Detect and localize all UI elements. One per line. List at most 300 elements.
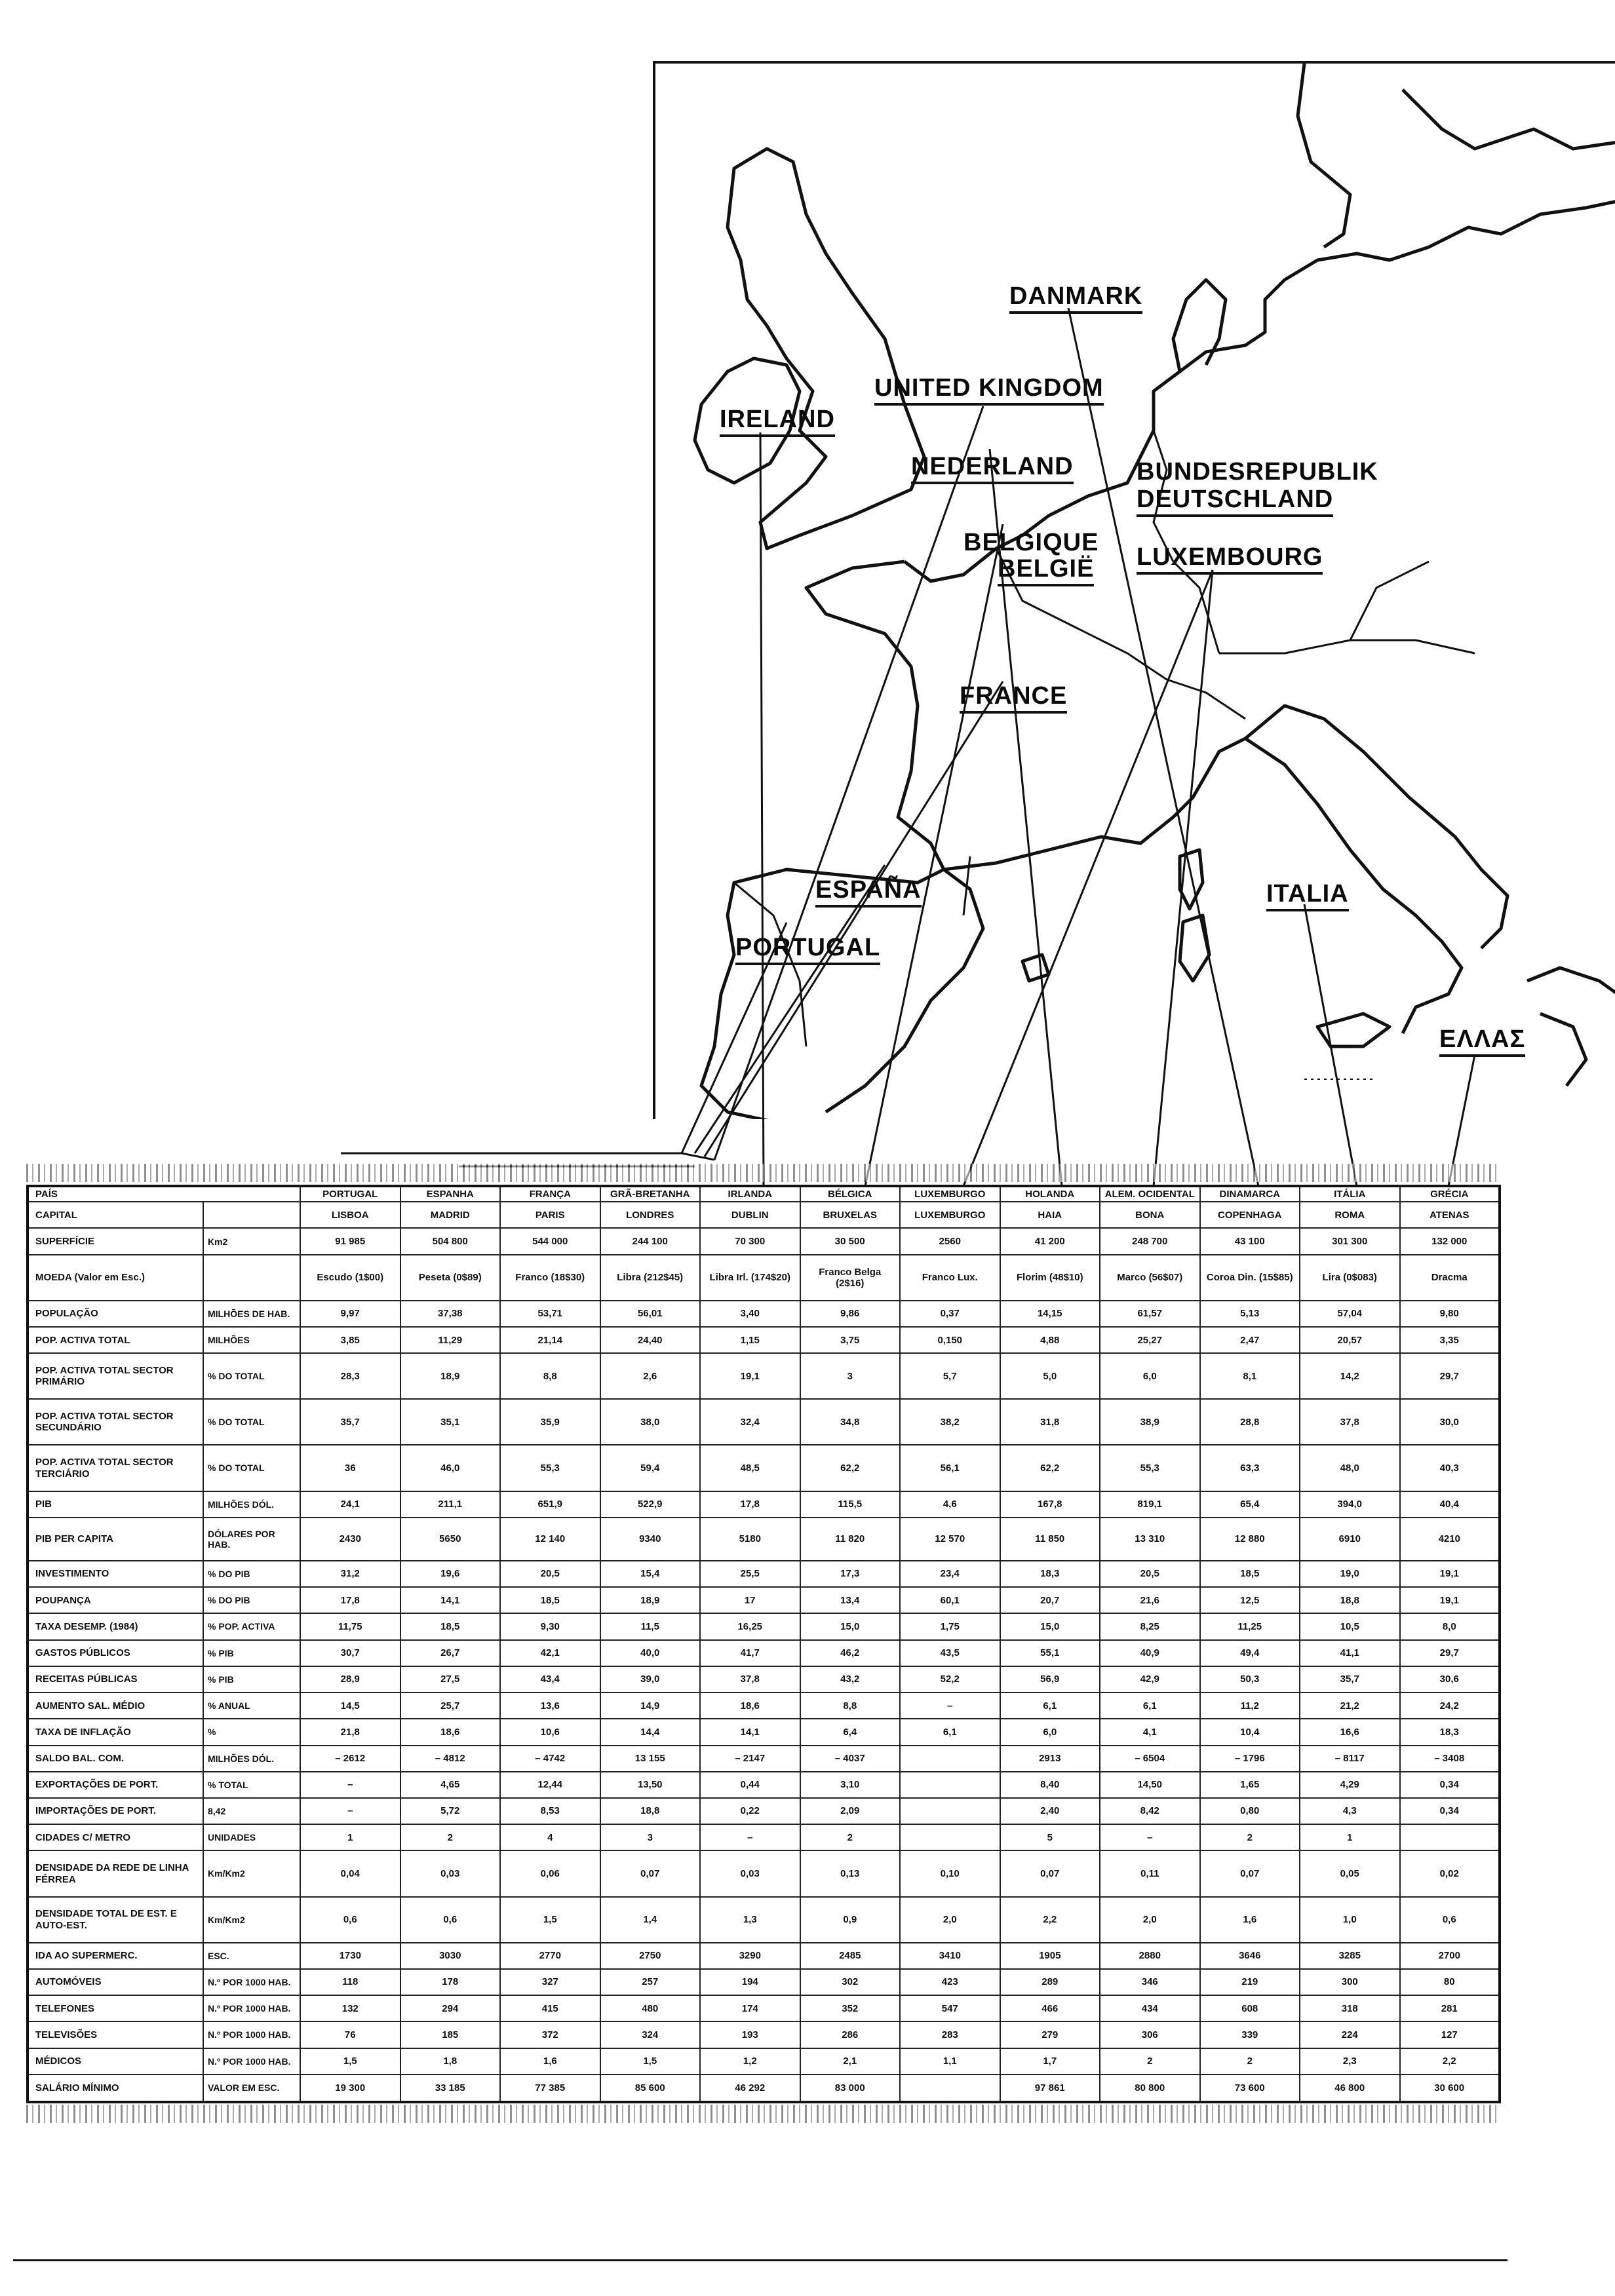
scandinavia-outline <box>1298 64 1615 247</box>
table-cell: 41 200 <box>1000 1228 1100 1254</box>
table-cell: 46,0 <box>400 1445 501 1491</box>
table-row <box>28 2021 1500 2048</box>
table-cell: 26,7 <box>400 1640 501 1666</box>
table-cell: 3,85 <box>300 1327 400 1353</box>
table-cell: 61,57 <box>1100 1301 1200 1327</box>
row-unit: MILHÕES DÓL. <box>203 1491 300 1518</box>
table-cell: 9340 <box>600 1518 701 1561</box>
row-unit: % DO PIB <box>203 1587 300 1613</box>
table-cell: 1,4 <box>600 1897 701 1943</box>
table-cell: 11 850 <box>1000 1518 1100 1561</box>
table-cell: 306 <box>1100 2021 1200 2048</box>
table-row <box>28 2048 1500 2075</box>
label-deutschland: DEUTSCHLAND <box>1137 487 1333 517</box>
label-france: FRANCE <box>960 683 1067 714</box>
table-row <box>28 1772 1500 1798</box>
row-unit: N.º POR 1000 HAB. <box>203 1995 300 2021</box>
row-label: TAXA DE INFLAÇÃO <box>28 1719 203 1745</box>
table-cell: 60,1 <box>900 1587 1000 1613</box>
table-row <box>28 1491 1500 1518</box>
table-cell: 18,9 <box>400 1353 501 1399</box>
table-row <box>28 2075 1500 2102</box>
table-cell: 17,3 <box>800 1561 901 1587</box>
table-cell: 2,1 <box>800 2048 901 2075</box>
table-cell: 73 600 <box>1200 2075 1300 2102</box>
table-cell: 27,5 <box>400 1666 501 1693</box>
table-cell: 132 000 <box>1400 1228 1500 1254</box>
table-cell: 352 <box>800 1995 901 2021</box>
table-cell: 3,10 <box>800 1772 901 1798</box>
table-cell: – <box>300 1798 400 1824</box>
table-cell: 0,03 <box>700 1850 800 1896</box>
table-cell: 18,6 <box>400 1719 501 1745</box>
italy-east-coast <box>1245 706 1508 948</box>
row-unit: VALOR EM ESC. <box>203 2075 300 2102</box>
row-unit: UNIDADES <box>203 1824 300 1850</box>
row-label: EXPORTAÇÕES DE PORT. <box>28 1772 203 1798</box>
table-cell: 28,3 <box>300 1353 400 1399</box>
table-cell: 12 570 <box>900 1518 1000 1561</box>
table-cell: 19,1 <box>700 1353 800 1399</box>
table-cell: 25,7 <box>400 1693 501 1719</box>
table-cell: – 2612 <box>300 1746 400 1772</box>
table-cell: 0,150 <box>900 1327 1000 1353</box>
table-cell: 4,88 <box>1000 1327 1100 1353</box>
table-cell: 43,4 <box>500 1666 600 1693</box>
table-cell: 23,4 <box>900 1561 1000 1587</box>
table-cell: 24,40 <box>600 1327 701 1353</box>
row-unit: % PIB <box>203 1640 300 1666</box>
table-cell: 5650 <box>400 1518 501 1561</box>
table-cell: 2,09 <box>800 1798 901 1824</box>
table-cell: 80 <box>1400 1969 1500 1995</box>
table-cell: 6910 <box>1300 1518 1400 1561</box>
table-cell: Libra Irl. (174$20) <box>700 1255 800 1301</box>
table-cell: 19,6 <box>400 1561 501 1587</box>
table-cell: 11,25 <box>1200 1613 1300 1639</box>
label-ireland: IRELAND <box>720 407 835 437</box>
row-label: CAPITAL <box>28 1202 203 1228</box>
table-cell: 2770 <box>500 1943 600 1969</box>
table-cell: Franco Lux. <box>900 1255 1000 1301</box>
table-cell: 20,7 <box>1000 1587 1100 1613</box>
table-cell: 1730 <box>300 1943 400 1969</box>
table-cell: 2485 <box>800 1943 901 1969</box>
table-cell: 21,2 <box>1300 1693 1400 1719</box>
table-cell: 30 600 <box>1400 2075 1500 2102</box>
table-cell: 11,2 <box>1200 1693 1300 1719</box>
table-cell: 6,0 <box>1100 1353 1200 1399</box>
row-unit: % DO TOTAL <box>203 1399 300 1445</box>
table-cell: – 8117 <box>1300 1746 1400 1772</box>
row-unit: Km/Km2 <box>203 1897 300 1943</box>
row-unit: N.º POR 1000 HAB. <box>203 2021 300 2048</box>
table-cell: 40,9 <box>1100 1640 1200 1666</box>
table-row <box>28 1445 1500 1491</box>
corsica-outline <box>1180 850 1203 909</box>
table-cell: 52,2 <box>900 1666 1000 1693</box>
row-unit: % <box>203 1719 300 1745</box>
row-unit: Km/Km2 <box>203 1850 300 1896</box>
table-cell: 0,80 <box>1200 1798 1300 1824</box>
table-cell: 1,5 <box>500 1897 600 1943</box>
header-country: ESPANHA <box>400 1186 501 1202</box>
table-cell: BONA <box>1100 1202 1200 1228</box>
table-cell: 8,40 <box>1000 1772 1100 1798</box>
label-bundesrepublik: BUNDESREPUBLIK <box>1137 458 1378 486</box>
table-cell: 9,80 <box>1400 1301 1500 1327</box>
table-cell: 55,1 <box>1000 1640 1100 1666</box>
table-cell: 8,8 <box>800 1693 901 1719</box>
table-cell: 10,4 <box>1200 1719 1300 1745</box>
row-unit: MILHÕES DE HAB. <box>203 1301 300 1327</box>
table-cell: 42,1 <box>500 1640 600 1666</box>
header-country: GRÃ-BRETANHA <box>600 1186 701 1202</box>
table-cell: 18,8 <box>1300 1587 1400 1613</box>
table-cell: 35,1 <box>400 1399 501 1445</box>
table-cell: 4,65 <box>400 1772 501 1798</box>
table-row <box>28 1353 1500 1399</box>
table-cell: 10,6 <box>500 1719 600 1745</box>
table-cell: Florim (48$10) <box>1000 1255 1100 1301</box>
table-cell: 434 <box>1100 1995 1200 2021</box>
table-cell: 46 800 <box>1300 2075 1400 2102</box>
table-cell: 14,9 <box>600 1693 701 1719</box>
row-label: POP. ACTIVA TOTAL SECTOR PRIMÁRIO <box>28 1353 203 1399</box>
table-cell: 13,6 <box>500 1693 600 1719</box>
table-cell: 544 000 <box>500 1228 600 1254</box>
table-cell: 3030 <box>400 1943 501 1969</box>
table-cell: 12 140 <box>500 1518 600 1561</box>
table-cell: 9,30 <box>500 1613 600 1639</box>
table-cell: 30,7 <box>300 1640 400 1666</box>
table-cell: 53,71 <box>500 1301 600 1327</box>
table-cell: 2,47 <box>1200 1327 1300 1353</box>
table-cell: 1,7 <box>1000 2048 1100 2075</box>
sicily-outline <box>1317 1014 1390 1046</box>
table-cell: 80 800 <box>1100 2075 1200 2102</box>
table-cell: 36 <box>300 1445 400 1491</box>
table-row <box>28 1561 1500 1587</box>
table-cell: 29,7 <box>1400 1640 1500 1666</box>
table-cell <box>900 1746 1000 1772</box>
table-cell: 32,4 <box>700 1399 800 1445</box>
table-cell: 2 <box>1100 2048 1200 2075</box>
table-cell: 4,29 <box>1300 1772 1400 1798</box>
table-cell: 3 <box>600 1824 701 1850</box>
table-cell <box>900 1772 1000 1798</box>
header-country: DINAMARCA <box>1200 1186 1300 1202</box>
table-cell: 11 820 <box>800 1518 901 1561</box>
table-cell: Lira (0$083) <box>1300 1255 1400 1301</box>
table-cell: 25,5 <box>700 1561 800 1587</box>
table-row <box>28 1943 1500 1969</box>
table-cell: 59,4 <box>600 1445 701 1491</box>
table-cell: ATENAS <box>1400 1202 1500 1228</box>
table-cell: PARIS <box>500 1202 600 1228</box>
table-cell: 56,1 <box>900 1445 1000 1491</box>
table-cell: 6,4 <box>800 1719 901 1745</box>
table-cell: 3646 <box>1200 1943 1300 1969</box>
table-row <box>28 1228 1500 1254</box>
table-cell: 6,1 <box>1100 1693 1200 1719</box>
table-cell: 0,05 <box>1300 1850 1400 1896</box>
table-cell: 2,6 <box>600 1353 701 1399</box>
row-unit: N.º POR 1000 HAB. <box>203 2048 300 2075</box>
table-cell: Coroa Din. (15$85) <box>1200 1255 1300 1301</box>
table-cell: 63,3 <box>1200 1445 1300 1491</box>
table-cell: 372 <box>500 2021 600 2048</box>
table-cell: 43,5 <box>900 1640 1000 1666</box>
table-cell: 12,44 <box>500 1772 600 1798</box>
table-row <box>28 1301 1500 1327</box>
table-cell: 8,42 <box>1100 1798 1200 1824</box>
table-cell: – 4742 <box>500 1746 600 1772</box>
table-cell: 3410 <box>900 1943 1000 1969</box>
table-cell: 394,0 <box>1300 1491 1400 1518</box>
table-cell: 115,5 <box>800 1491 901 1518</box>
table-row <box>28 1666 1500 1693</box>
label-belgique: BELGIQUE <box>963 529 1099 556</box>
table-cell: – 6504 <box>1100 1746 1200 1772</box>
table-cell: 0,02 <box>1400 1850 1500 1896</box>
table-cell: 20,57 <box>1300 1327 1400 1353</box>
row-unit: MILHÕES DÓL. <box>203 1746 300 1772</box>
table-cell: 35,9 <box>500 1399 600 1445</box>
table-cell: 301 300 <box>1300 1228 1400 1254</box>
table-cell: 4,6 <box>900 1491 1000 1518</box>
table-cell: 15,4 <box>600 1561 701 1587</box>
table-cell: 13 310 <box>1100 1518 1200 1561</box>
table-cell: 40,0 <box>600 1640 701 1666</box>
table-cell: 41,7 <box>700 1640 800 1666</box>
header-pais: PAÍS <box>28 1186 300 1202</box>
row-unit: % ANUAL <box>203 1693 300 1719</box>
table-cell: 97 861 <box>1000 2075 1100 2102</box>
table-cell <box>900 2075 1000 2102</box>
table-cell: 415 <box>500 1995 600 2021</box>
table-cell: MADRID <box>400 1202 501 1228</box>
table-cell: 35,7 <box>300 1399 400 1445</box>
table-cell: 8,53 <box>500 1798 600 1824</box>
table-cell: 8,8 <box>500 1353 600 1399</box>
bottom-rule <box>13 2259 1508 2261</box>
table-cell: 83 000 <box>800 2075 901 2102</box>
table-cell: 2,3 <box>1300 2048 1400 2075</box>
map-panel <box>653 61 1615 1119</box>
table-cell: 1,0 <box>1300 1897 1400 1943</box>
table-cell: 283 <box>900 2021 1000 2048</box>
table-cell: 0,13 <box>800 1850 901 1896</box>
table-cell: 0,6 <box>300 1897 400 1943</box>
table-cell: 2 <box>1200 2048 1300 2075</box>
table-cell: 14,1 <box>400 1587 501 1613</box>
table-row <box>28 1640 1500 1666</box>
table-cell: 5180 <box>700 1518 800 1561</box>
table-cell: 12 880 <box>1200 1518 1300 1561</box>
table-cell: 1 <box>300 1824 400 1850</box>
table-cell: 1,6 <box>1200 1897 1300 1943</box>
table-cell: 41,1 <box>1300 1640 1400 1666</box>
table-cell: 2,0 <box>900 1897 1000 1943</box>
table-cell: 257 <box>600 1969 701 1995</box>
table-cell: 28,9 <box>300 1666 400 1693</box>
table-cell: DUBLIN <box>700 1202 800 1228</box>
table-cell: 178 <box>400 1969 501 1995</box>
row-label: INVESTIMENTO <box>28 1561 203 1587</box>
table-cell: 39,0 <box>600 1666 701 1693</box>
table-cell: 3290 <box>700 1943 800 1969</box>
table-cell: 16,25 <box>700 1613 800 1639</box>
table-cell: 289 <box>1000 1969 1100 1995</box>
table-row <box>28 1327 1500 1353</box>
statistics-table-container <box>26 1185 1501 2103</box>
table-row <box>28 1518 1500 1561</box>
row-label: MOEDA (Valor em Esc.) <box>28 1255 203 1301</box>
table-cell: 14,2 <box>1300 1353 1400 1399</box>
table-cell: 0,11 <box>1100 1850 1200 1896</box>
table-cell: 8,1 <box>1200 1353 1300 1399</box>
table-cell: 15,0 <box>800 1613 901 1639</box>
table-cell: 46,2 <box>800 1640 901 1666</box>
table-cell: 40,3 <box>1400 1445 1500 1491</box>
table-header <box>28 1186 1500 1202</box>
table-cell: 55,3 <box>500 1445 600 1491</box>
header-country: LUXEMBURGO <box>900 1186 1000 1202</box>
table-cell: 244 100 <box>600 1228 701 1254</box>
table-cell: 21,8 <box>300 1719 400 1745</box>
header-country: ALEM. OCIDENTAL <box>1100 1186 1200 1202</box>
table-cell: 29,7 <box>1400 1353 1500 1399</box>
row-label: SALDO BAL. COM. <box>28 1746 203 1772</box>
table-cell: 19,1 <box>1400 1561 1500 1587</box>
table-row <box>28 1613 1500 1639</box>
row-unit: % DO TOTAL <box>203 1445 300 1491</box>
table-cell: 10,5 <box>1300 1613 1400 1639</box>
table-cell: 37,8 <box>700 1666 800 1693</box>
table-cell: 16,6 <box>1300 1719 1400 1745</box>
table-cell: 38,9 <box>1100 1399 1200 1445</box>
row-unit: 8,42 <box>203 1798 300 1824</box>
table-cell: 19 300 <box>300 2075 400 2102</box>
table-cell: 11,75 <box>300 1613 400 1639</box>
table-cell: 3,75 <box>800 1327 901 1353</box>
row-unit: DÓLARES POR HAB. <box>203 1518 300 1561</box>
table-cell: 127 <box>1400 2021 1500 2048</box>
table-row <box>28 1693 1500 1719</box>
table-cell: 37,38 <box>400 1301 501 1327</box>
label-danmark: DANMARK <box>1009 284 1142 314</box>
table-cell: 9,97 <box>300 1301 400 1327</box>
table-cell: 608 <box>1200 1995 1300 2021</box>
table-cell: 14,4 <box>600 1719 701 1745</box>
table-cell: 14,5 <box>300 1693 400 1719</box>
table-cell: 0,34 <box>1400 1772 1500 1798</box>
table-cell: 65,4 <box>1200 1491 1300 1518</box>
table-cell: 2560 <box>900 1228 1000 1254</box>
table-cell <box>1400 1824 1500 1850</box>
table-cell: – 3408 <box>1400 1746 1500 1772</box>
row-unit: ESC. <box>203 1943 300 1969</box>
table-cell: 1,15 <box>700 1327 800 1353</box>
table-cell: 13,50 <box>600 1772 701 1798</box>
table-cell: 294 <box>400 1995 501 2021</box>
row-label: DENSIDADE DA REDE DE LINHA FÉRREA <box>28 1850 203 1896</box>
table-cell: 2 <box>800 1824 901 1850</box>
table-cell: – <box>700 1824 800 1850</box>
table-cell: 18,8 <box>600 1798 701 1824</box>
row-label: SUPERFÍCIE <box>28 1228 203 1254</box>
table-cell: 1,5 <box>600 2048 701 2075</box>
table-cell: 18,5 <box>400 1613 501 1639</box>
table-cell: 248 700 <box>1100 1228 1200 1254</box>
table-cell: 118 <box>300 1969 400 1995</box>
table-cell: 55,3 <box>1100 1445 1200 1491</box>
table-cell: 480 <box>600 1995 701 2021</box>
statistics-table <box>26 1185 1501 2103</box>
table-cell: 25,27 <box>1100 1327 1200 1353</box>
table-cell: 0,04 <box>300 1850 400 1896</box>
table-cell: 3,40 <box>700 1301 800 1327</box>
table-row <box>28 1995 1500 2021</box>
table-cell: 2880 <box>1100 1943 1200 1969</box>
table-cell: 18,3 <box>1400 1719 1500 1745</box>
table-cell: 4,3 <box>1300 1798 1400 1824</box>
table-cell: 56,9 <box>1000 1666 1100 1693</box>
label-italia: ITALIA <box>1266 881 1349 911</box>
table-cell: 19,0 <box>1300 1561 1400 1587</box>
row-unit: % TOTAL <box>203 1772 300 1798</box>
table-cell: COPENHAGA <box>1200 1202 1300 1228</box>
table-cell: 57,04 <box>1300 1301 1400 1327</box>
label-belgie: BELGIË <box>998 556 1094 586</box>
label-united-kingdom: UNITED KINGDOM <box>874 375 1104 406</box>
table-cell: 20,5 <box>1100 1561 1200 1587</box>
table-cell: 6,1 <box>900 1719 1000 1745</box>
table-cell: 30,0 <box>1400 1399 1500 1445</box>
table-cell: 30,6 <box>1400 1666 1500 1693</box>
table-cell: 466 <box>1000 1995 1100 2021</box>
table-cell: 5,7 <box>900 1353 1000 1399</box>
table-cell: 49,4 <box>1200 1640 1300 1666</box>
table-cell: 17,8 <box>700 1491 800 1518</box>
table-cell: 327 <box>500 1969 600 1995</box>
table-cell: 2,0 <box>1100 1897 1200 1943</box>
table-cell: 5 <box>1000 1824 1100 1850</box>
header-country: IRLANDA <box>700 1186 800 1202</box>
table-cell: 0,6 <box>1400 1897 1500 1943</box>
row-label: TAXA DESEMP. (1984) <box>28 1613 203 1639</box>
table-cell: 70 300 <box>700 1228 800 1254</box>
table-cell: 224 <box>1300 2021 1400 2048</box>
table-cell: 300 <box>1300 1969 1400 1995</box>
table-row <box>28 1969 1500 1995</box>
table-cell: 2750 <box>600 1943 701 1969</box>
table-cell: 1,1 <box>900 2048 1000 2075</box>
table-cell: 48,5 <box>700 1445 800 1491</box>
table-cell: LONDRES <box>600 1202 701 1228</box>
table-cell: 38,0 <box>600 1399 701 1445</box>
table-cell: 423 <box>900 1969 1000 1995</box>
table-cell: 281 <box>1400 1995 1500 2021</box>
table-cell: 4 <box>500 1824 600 1850</box>
row-unit: MILHÕES <box>203 1327 300 1353</box>
row-label: POP. ACTIVA TOTAL SECTOR TERCIÁRIO <box>28 1445 203 1491</box>
table-cell: Franco (18$30) <box>500 1255 600 1301</box>
row-unit <box>203 1255 300 1301</box>
table-cell: HAIA <box>1000 1202 1100 1228</box>
row-unit <box>203 1202 300 1228</box>
